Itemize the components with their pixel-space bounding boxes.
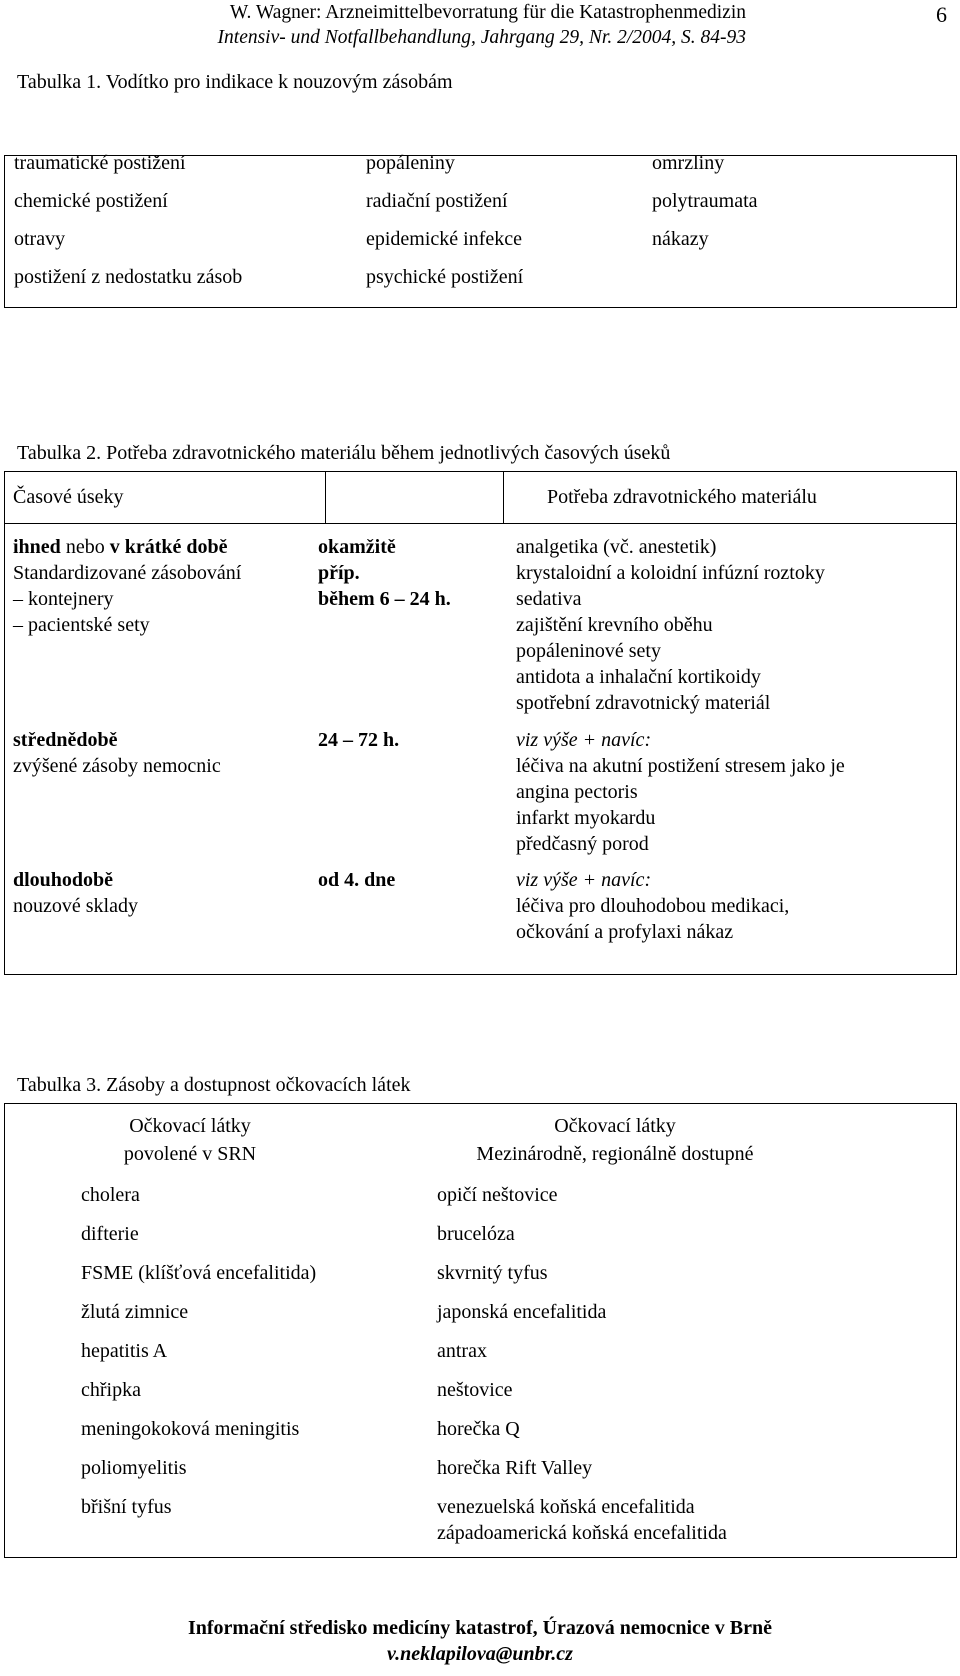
- table1-cell: traumatické postižení: [14, 152, 186, 174]
- table2-row3-need: očkování a profylaxi nákaz: [516, 921, 734, 943]
- table3-right-item: západoamerická koňská encefalitida: [437, 1522, 727, 1544]
- table1-cell: popáleniny: [366, 152, 455, 174]
- table3-left-item: meningokoková meningitis: [81, 1418, 300, 1440]
- table3-right-item: horečka Rift Valley: [437, 1457, 593, 1479]
- table1-cell: postižení z nedostatku zásob: [14, 266, 243, 288]
- table2-row3-time: od 4. dne: [318, 869, 396, 891]
- table3-right-item: japonská encefalitida: [437, 1301, 607, 1323]
- table2-caption: Tabulka 2. Potřeba zdravotnického materiálu během jednotlivých časových úseků: [17, 442, 671, 464]
- table1-cell: otravy: [14, 228, 66, 250]
- table3-left-item: cholera: [81, 1184, 140, 1206]
- table3-right-item: neštovice: [437, 1379, 513, 1401]
- table3: [4, 1103, 957, 1558]
- table2-row2-prefix: viz výše + navíc:: [516, 729, 652, 751]
- table2-row1-need: zajištění krevního oběhu: [516, 614, 713, 636]
- running-header: [186, 0, 746, 50]
- table2-row2-time: 24 – 72 h.: [318, 729, 400, 751]
- table1-row: [5, 228, 956, 268]
- table2: [4, 471, 957, 975]
- table3-caption: Tabulka 3. Zásoby a dostupnost očkovacích látek: [17, 1074, 411, 1096]
- table2-header-needs: Potřeba zdravotnického materiálu: [547, 486, 817, 508]
- table2-row1-need: analgetika (vč. anestetik): [516, 536, 717, 558]
- table1-caption: Tabulka 1. Vodítko pro indikace k nouzovým zásobám: [17, 71, 453, 93]
- table1-row: [5, 190, 956, 230]
- table1-row: [5, 152, 956, 192]
- table3-right-header: Očkovací látky Mezinárodně, regionálně dostupné: [476, 1115, 754, 1165]
- table2-row3-prefix: viz výše + navíc:: [516, 869, 652, 891]
- table1-cell: epidemické infekce: [366, 228, 523, 250]
- table2-divider: [325, 472, 326, 523]
- table2-row1-desc: Standardizované zásobování: [13, 562, 242, 584]
- table2-row2-desc: zvýšené zásoby nemocnic: [13, 755, 221, 777]
- header-line2: Intensiv- und Notfallbehandlung, Jahrgang 29, Nr. 2/2004, S. 84-93: [217, 27, 746, 48]
- table2-row1-time: okamžitě: [318, 536, 396, 558]
- table3-left-item: FSME (klíšťová encefalitida): [81, 1262, 317, 1284]
- table2-header-periods: Časové úseky: [13, 486, 124, 508]
- table3-right-item: venezuelská koňská encefalitida: [437, 1496, 695, 1518]
- table2-row1-need: popáleninové sety: [516, 640, 661, 662]
- table1-cell: chemické postižení: [14, 190, 168, 212]
- table3-left-item: difterie: [81, 1223, 139, 1245]
- table2-divider: [503, 472, 504, 523]
- table1-row: [5, 266, 956, 306]
- footer-line1: Informační středisko medicíny katastrof, Úrazová nemocnice v Brně: [187, 1617, 772, 1639]
- table3-right-item: opičí neštovice: [437, 1184, 558, 1206]
- table3-right-item: brucelóza: [437, 1223, 515, 1245]
- table3-left-item: hepatitis A: [81, 1340, 168, 1362]
- table1-cell: omrzliny: [652, 152, 725, 174]
- table3-right-item: skvrnitý tyfus: [437, 1262, 548, 1284]
- table2-row1-need: krystaloidní a koloidní infúzní roztoky: [516, 562, 825, 584]
- table3-left-item: břišní tyfus: [81, 1496, 172, 1518]
- table2-row1-time: příp.: [318, 562, 360, 584]
- table3-right-item: antrax: [437, 1340, 487, 1362]
- table3-left-item: žlutá zimnice: [81, 1301, 189, 1323]
- footer-email: v.neklapilova@unbr.cz: [387, 1643, 573, 1665]
- table3-left-item: poliomyelitis: [81, 1457, 187, 1479]
- table2-row2-need: infarkt myokardu: [516, 807, 656, 829]
- table2-row2-need: předčasný porod: [516, 833, 649, 855]
- table2-row1-need: sedativa: [516, 588, 582, 610]
- table2-row1-desc: – kontejnery: [13, 588, 114, 610]
- table2-row3-need: léčiva pro dlouhodobou medikaci,: [516, 895, 790, 917]
- table2-row1-desc: – pacientské sety: [13, 614, 150, 636]
- table2-row1-need: spotřební zdravotnický materiál: [516, 692, 771, 714]
- table3-right-item: horečka Q: [437, 1418, 520, 1440]
- table2-row2-period: střednědobě: [13, 729, 118, 751]
- table1: [4, 152, 957, 308]
- table3-left-item: chřipka: [81, 1379, 141, 1401]
- table2-row2-need: angina pectoris: [516, 781, 638, 803]
- page-number: 6: [936, 2, 947, 27]
- table1-cell: radiační postižení: [366, 190, 508, 212]
- table1-cell: polytraumata: [652, 190, 758, 212]
- table2-divider: [5, 523, 956, 524]
- table1-cell: psychické postižení: [366, 266, 524, 288]
- table2-row1-time: během 6 – 24 h.: [318, 588, 451, 610]
- table2-row2-need: léčiva na akutní postižení stresem jako je: [516, 755, 845, 777]
- table3-left-header: Očkovací látky povolené v SRN: [123, 1115, 257, 1165]
- table1-cell: nákazy: [652, 228, 709, 250]
- header-line1: W. Wagner: Arzneimittelbevorratung für die Katastrophenmedizin: [229, 2, 746, 23]
- table2-row3-period: dlouhodobě: [13, 869, 114, 891]
- table2-row1-need: antidota a inhalační kortikoidy: [516, 666, 761, 688]
- table2-row1-period: ihned nebo v krátké době: [13, 536, 228, 558]
- table2-row3-desc: nouzové sklady: [13, 895, 138, 917]
